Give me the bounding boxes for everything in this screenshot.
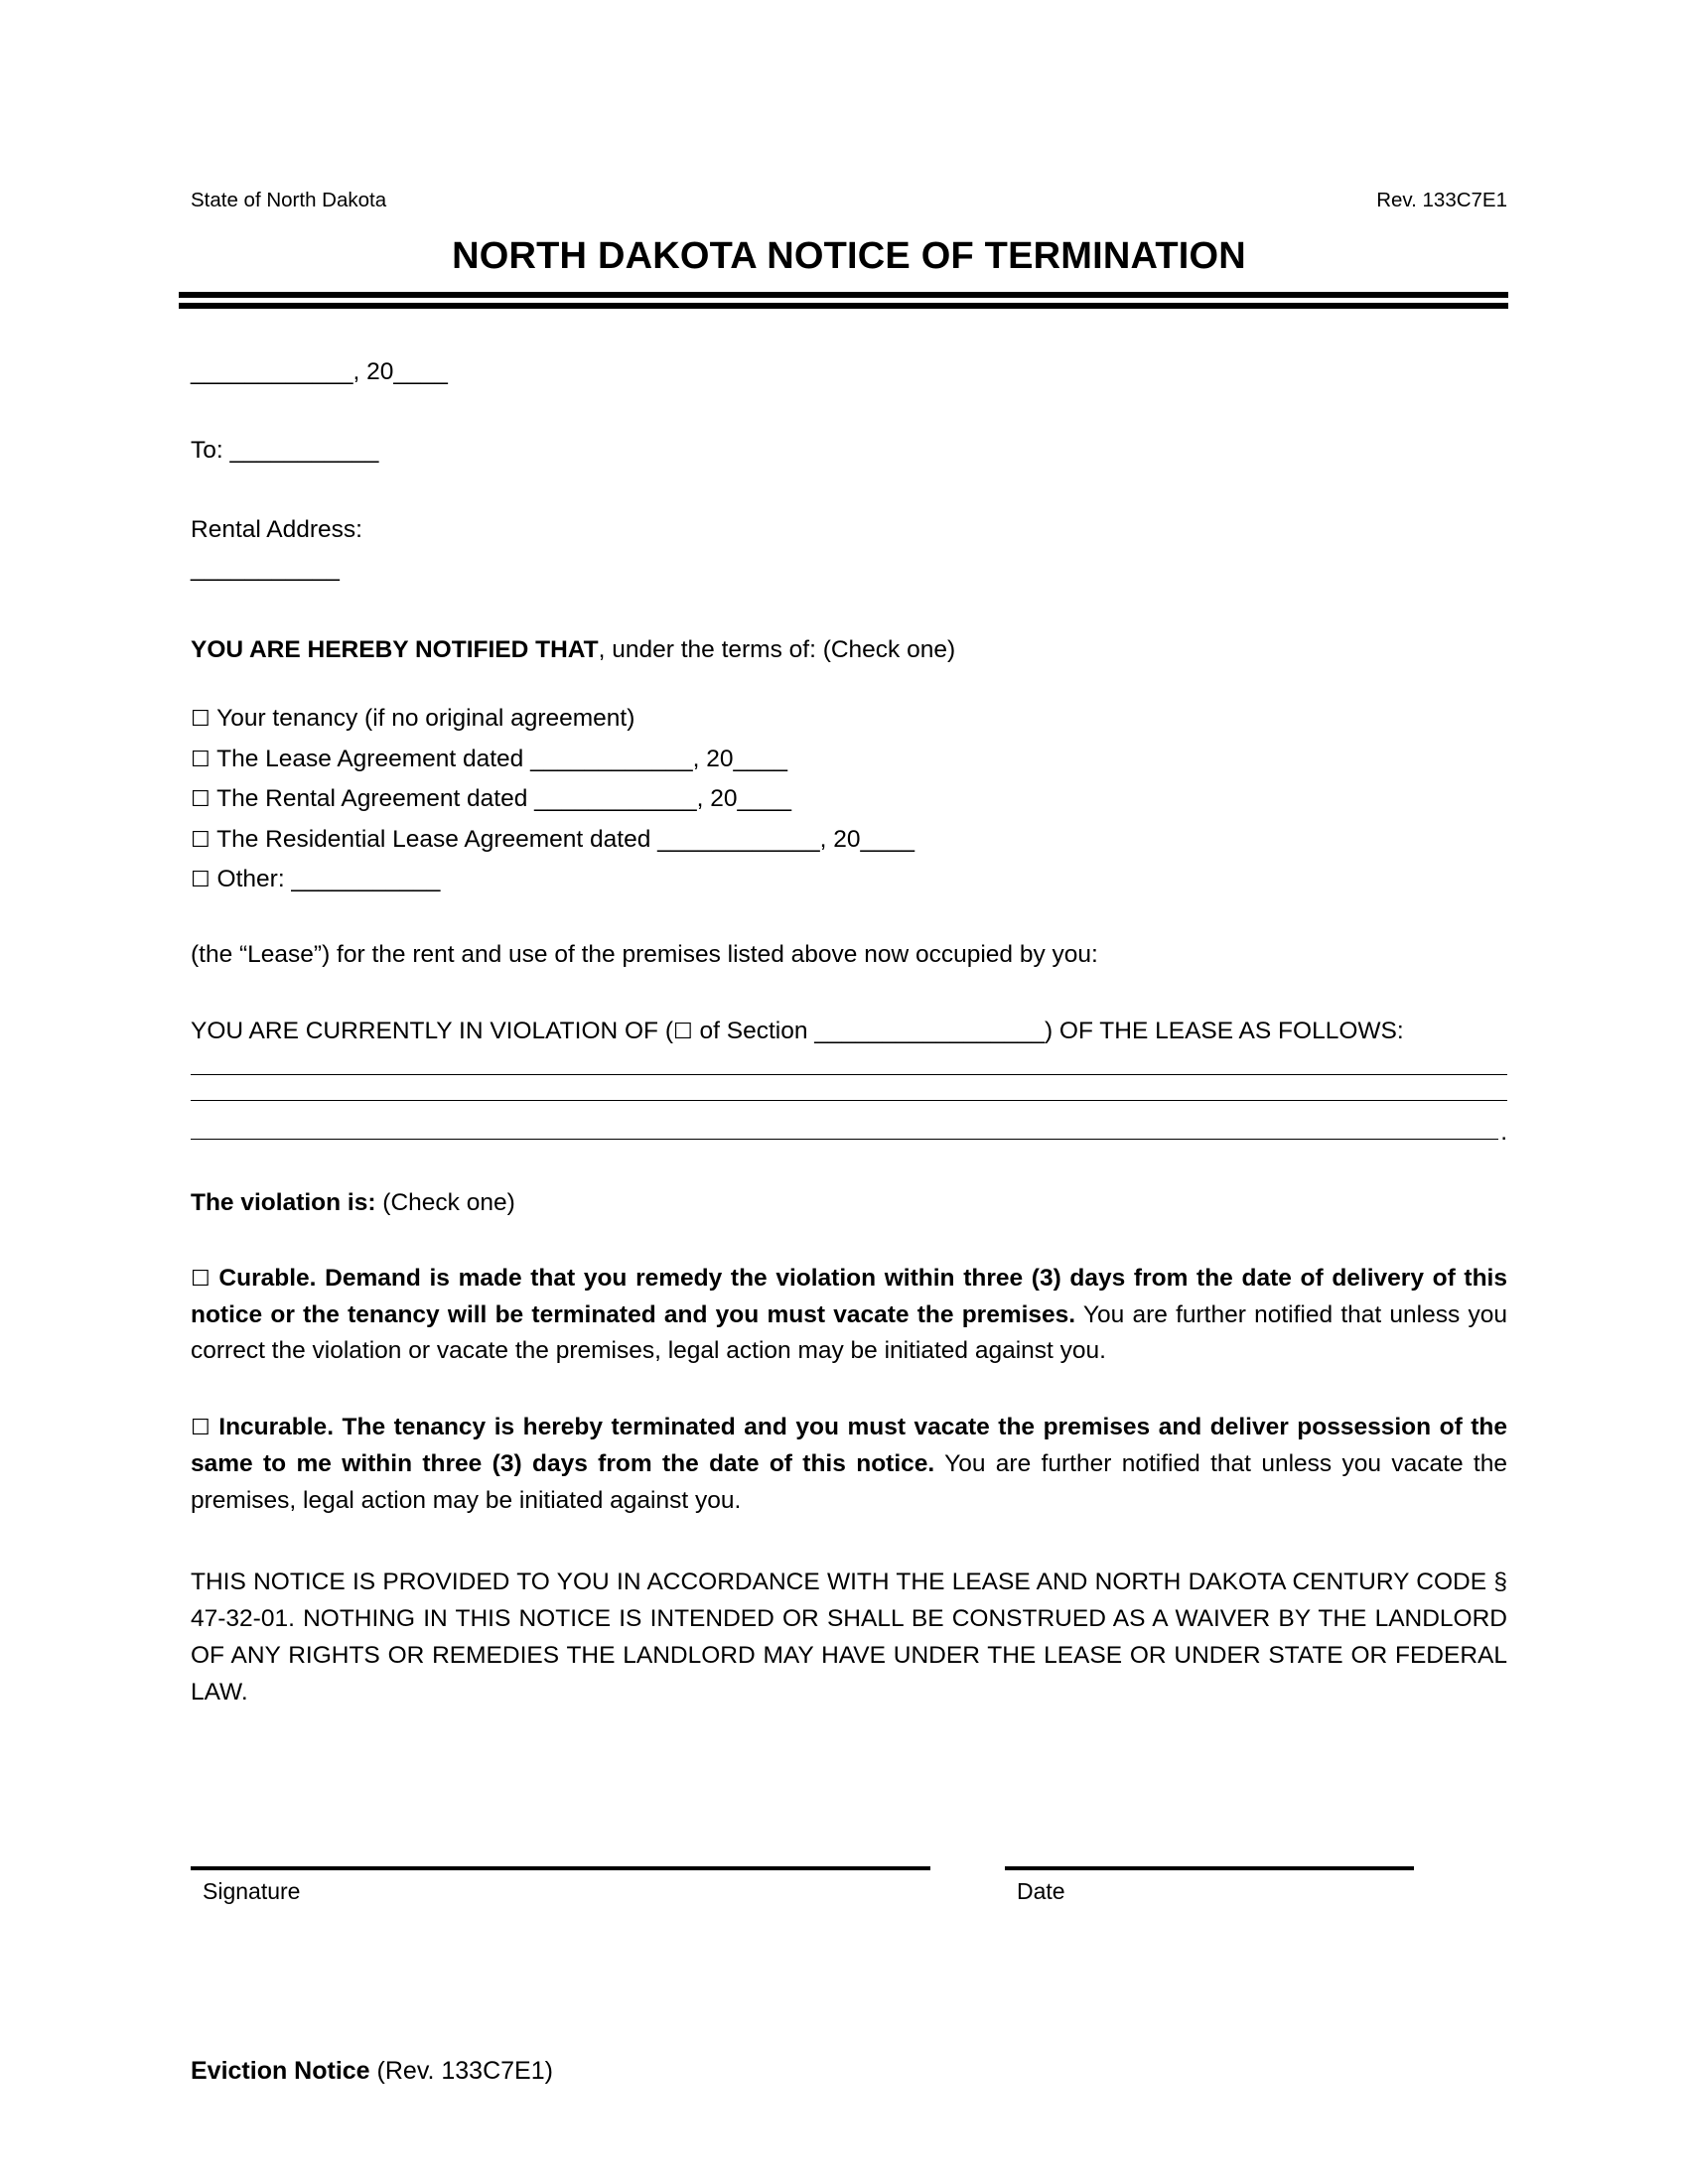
checkbox-icon[interactable]: ☐ — [191, 868, 211, 893]
checkbox-label: Other: ___________ — [216, 866, 441, 893]
rental-address-label: Rental Address: — [191, 515, 362, 543]
signature-block — [191, 1866, 930, 1905]
violation-prefix: YOU ARE CURRENTLY IN VIOLATION OF ( — [191, 1018, 673, 1045]
lease-definition-paragraph: (the “Lease”) for the rent and use of the premises listed above now occupied by you: — [191, 940, 1098, 968]
checkbox-option-tenancy[interactable] — [191, 701, 1507, 737]
footer-rest-text: (Rev. 133C7E1) — [369, 2057, 553, 2085]
incurable-bold-text: Incurable. The tenancy is hereby terminated and you must vacate the premises and deliver possession of the same to me within three (3) days from the date of this notice. — [191, 1414, 1507, 1477]
violation-suffix: ) OF THE LEASE AS FOLLOWS: — [1044, 1018, 1404, 1045]
checkbox-option-other[interactable] — [191, 862, 1507, 897]
checkbox-option-rental-agreement[interactable] — [191, 781, 1507, 817]
signature-line[interactable] — [191, 1866, 930, 1870]
checkbox-icon[interactable]: ☐ — [191, 747, 211, 772]
violation-statement — [191, 1014, 1507, 1049]
checkbox-label: The Residential Lease Agreement dated ____________, 20____ — [216, 825, 915, 853]
checkbox-label: Your tenancy (if no original agreement) — [216, 705, 635, 733]
violation-type-rest: (Check one) — [375, 1189, 515, 1217]
incurable-rest-text: You are further notified that unless you vacate the premises, legal action may be initiated against you. — [191, 1449, 1507, 1514]
violation-blank-line[interactable] — [191, 1074, 1507, 1075]
checkbox-icon[interactable]: ☐ — [191, 827, 211, 853]
incurable-option-paragraph[interactable] — [191, 1410, 1507, 1519]
curable-rest-text: You are further notified that unless you correct the violation or vacate the premises, legal action may be initiated against you. — [191, 1300, 1507, 1365]
notified-rest-text: , under the terms of: (Check one) — [598, 635, 956, 663]
footer-bold-text: Eviction Notice — [191, 2057, 370, 2085]
document-footer — [191, 2057, 553, 2086]
checkbox-icon[interactable]: ☐ — [673, 1020, 693, 1045]
curable-option-paragraph[interactable] — [191, 1261, 1507, 1370]
violation-type-heading — [191, 1185, 1507, 1221]
violation-section-field[interactable]: of Section _________________ — [692, 1018, 1045, 1045]
rental-address-field[interactable]: ___________ — [191, 555, 340, 583]
checkbox-option-lease-agreement[interactable] — [191, 742, 1507, 777]
document-body — [191, 354, 1507, 1711]
date-label: Date — [1017, 1878, 1065, 1904]
checkbox-icon[interactable]: ☐ — [191, 707, 211, 733]
checkbox-icon[interactable]: ☐ — [191, 1416, 211, 1441]
notified-bold-text: YOU ARE HEREBY NOTIFIED THAT — [191, 635, 599, 663]
curable-bold-text: Curable. Demand is made that you remedy the violation within three (3) days from the date of delivery of this notice or the tenancy will be terminated and you must vacate the premises. — [191, 1264, 1507, 1328]
date-field-line[interactable]: ____________, 20____ — [191, 357, 448, 385]
violation-blank-line[interactable] — [191, 1139, 1498, 1140]
date-block — [1005, 1866, 1414, 1905]
agreement-checkbox-list — [191, 701, 1507, 897]
notified-statement — [191, 632, 1507, 668]
violation-write-in-lines[interactable] — [191, 1074, 1507, 1146]
checkbox-icon[interactable]: ☐ — [191, 1266, 211, 1292]
page-title: NORTH DAKOTA NOTICE OF TERMINATION — [452, 234, 1246, 277]
violation-type-bold: The violation is: — [191, 1189, 376, 1217]
title-divider — [179, 292, 1508, 309]
checkbox-option-residential-lease-agreement[interactable] — [191, 822, 1507, 858]
recipient-field-line[interactable]: To: ___________ — [191, 437, 379, 465]
signature-label: Signature — [203, 1878, 301, 1904]
document-header — [191, 189, 1507, 213]
checkbox-label: The Rental Agreement dated ____________, 20____ — [216, 785, 792, 813]
date-line[interactable] — [1005, 1866, 1414, 1870]
statute-notice-paragraph: THIS NOTICE IS PROVIDED TO YOU IN ACCORDANCE WITH THE LEASE AND NORTH DAKOTA CENTURY CODE § 47-32-01. NOTHING IN THIS NOTICE IS INTENDED OR SHALL BE CONSTRUED AS A WAIVER BY THE LANDLORD OF ANY RIGHTS OR REMEDIES THE LANDLORD MAY HAVE UNDER THE LEASE OR UNDER STATE OR FEDERAL LAW. — [191, 1569, 1507, 1706]
revision-label: Rev. 133C7E1 — [1376, 189, 1507, 211]
checkbox-icon[interactable]: ☐ — [191, 787, 211, 813]
violation-blank-line[interactable] — [191, 1100, 1507, 1101]
state-label: State of North Dakota — [191, 189, 387, 211]
checkbox-label: The Lease Agreement dated ____________, 20____ — [216, 745, 787, 772]
violation-period: . — [1500, 1118, 1507, 1146]
signature-area — [191, 1866, 1507, 1905]
